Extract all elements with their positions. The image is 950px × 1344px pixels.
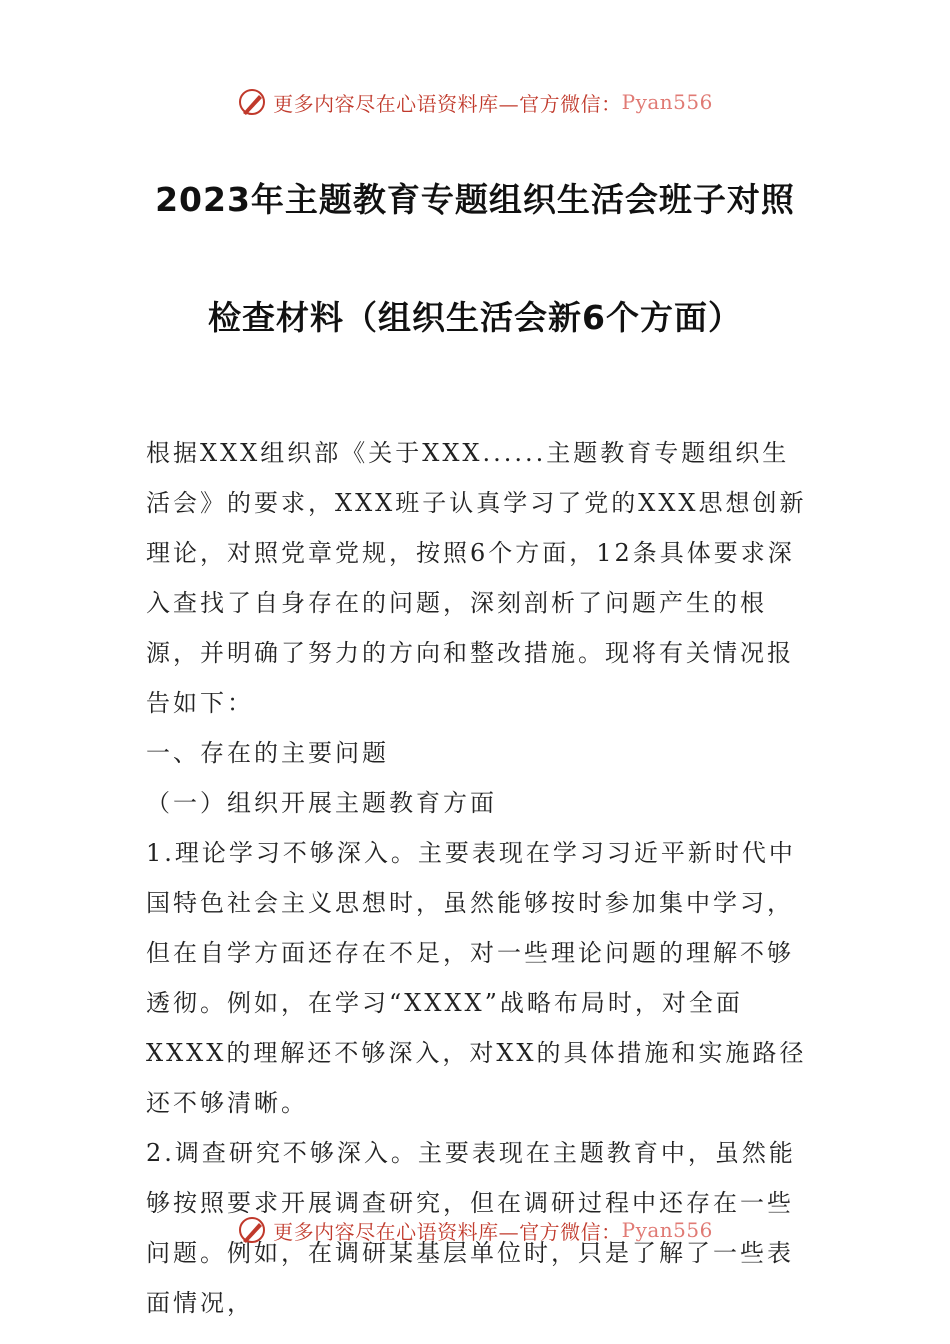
footer-wechat-id: Pyan556: [621, 1218, 713, 1242]
intro-paragraph: 根据XXX组织部《关于XXX......主题教育专题组织生活会》的要求，XXX班子认真学习了党的XXX思想创新理论，对照党章党规，按照6个方面，12条具体要求深入查找了自身存在的问题，深刻剖析了问题产生的根源，并明确了努力的方向和整改措施。现将有关情况报告如下：: [146, 439, 807, 717]
document-title-line-2: 检查材料（组织生活会新6个方面）: [208, 298, 742, 337]
footer-banner-text: 更多内容尽在心语资料库—官方微信：: [273, 1219, 622, 1244]
pen-circle-logo-icon: [237, 1215, 267, 1245]
subsection-heading: （一）组织开展主题教育方面: [146, 789, 497, 817]
footer-banner: [0, 1210, 950, 1250]
item-paragraph-2: 2.调查研究不够深入。主要表现在主题教育中，虽然能够按照要求开展调查研究，但在调研过程中还存在一些问题。例如，在调研某基层单位时，只是了解了一些表面情况，: [146, 1139, 796, 1317]
header-banner-text: 更多内容尽在心语资料库—官方微信：: [273, 91, 622, 116]
item-paragraph-1: 1.理论学习不够深入。主要表现在学习习近平新时代中国特色社会主义思想时，虽然能够按时参加集中学习，但在自学方面还存在不足，对一些理论问题的理解不够透彻。例如，在学习“XXXX”战略布局时，对全面XXXX的理解还不够深入，对XX的具体措施和实施路径还不够清晰。: [146, 839, 807, 1117]
header-wechat-id: Pyan556: [621, 90, 713, 114]
section-heading: 一、存在的主要问题: [146, 739, 389, 767]
document-body: [146, 428, 810, 1328]
pen-circle-logo-icon: [237, 87, 267, 117]
document-title-line-1: 2023年主题教育专题组织生活会班子对照: [155, 180, 795, 219]
header-banner: [0, 82, 950, 122]
